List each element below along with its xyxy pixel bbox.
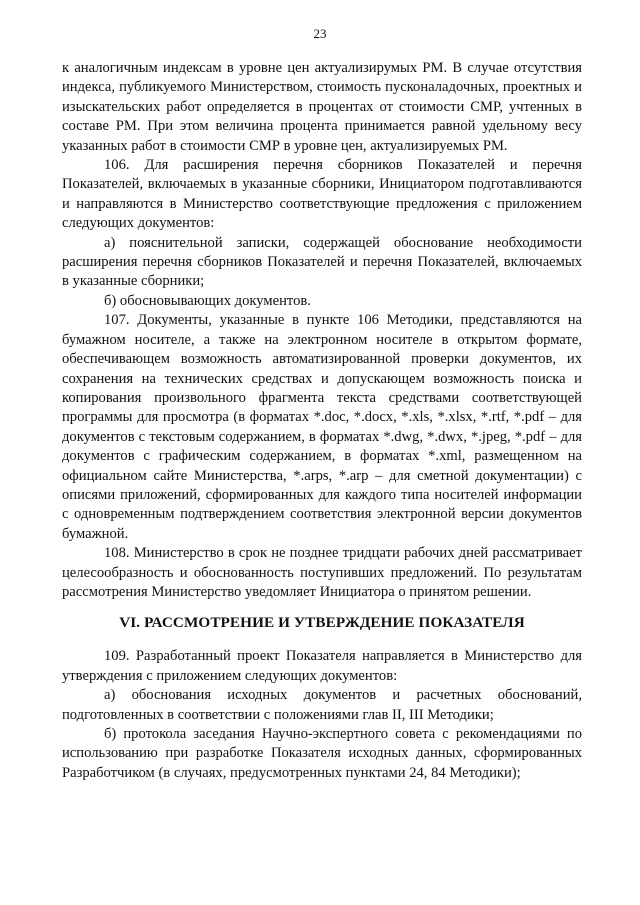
paragraph-108: 108. Министерство в срок не позднее тридцати рабочих дней рассматривает целесообразность и обоснованность поступивших предложений. По результатам рассмотрения Министерство уведомляет Инициатора о принятом решении. xyxy=(62,545,582,600)
document-body xyxy=(62,59,582,783)
paragraph-106-a: а) пояснительной записки, содержащей обоснование необходимости расширения перечня сборников Показателей и перечня Показателей, включаемых в указанные сборники; xyxy=(62,234,582,290)
page-number: 23 xyxy=(313,26,327,41)
paragraph-109: 109. Разработанный проект Показателя направляется в Министерство для утверждения с приложением следующих документов: xyxy=(62,648,582,684)
paragraph-107: 107. Документы, указанные в пункте 106 Методики, представляются на бумажном носителе, а также на электронном носителе в открытом формате, обеспечивающем возможность автоматизированной проверки документов, их сохранения на технических средствах и допускающем возможность поиска и копирования произвольного фрагмента текста средствами соответствующей программы для просмотра (в форматах *.doc, *.docx, *.xls, *.xlsx, *.rtf, *.pdf – для документов с текстовым содержанием, в форматах *.dwg, *.dwx, *.jpeg, *.pdf – для документов с графическим содержанием, в форматах *.xml, размещенном на официальном сайте Министерства, *.arps, *.arp – для сметной документации) с описями приложений, сформированных для каждого типа носителей информации с одновременным подтверждением соответствия электронной версии документов бумажной. xyxy=(62,312,582,542)
paragraph-106: 106. Для расширения перечня сборников Показателей и перечня Показателей, включаемых в указанные сборники, Инициатором подготавливаются и направляются в Министерство соответствующие предложения с приложением следующих документов: xyxy=(62,157,582,232)
section-heading: VI. РАССМОТРЕНИЕ И УТВЕРЖДЕНИЕ ПОКАЗАТЕЛЯ xyxy=(119,614,525,632)
paragraph-109-b: б) протокола заседания Научно-экспертного совета с рекомендациями по использованию при разработке Показателя исходных данных, сформированных Разработчиком (в случаях, предусмотренных пунктами 24, 84 Методики); xyxy=(62,726,582,781)
paragraph-109-a: а) обоснования исходных документов и расчетных обоснований, подготовленных в соответствии с положениями глав II, III Методики; xyxy=(62,687,582,723)
paragraph-106-b: б) обосновывающих документов. xyxy=(104,292,311,309)
paragraph-continuation: к аналогичным индексам в уровне цен актуализирумых РМ. В случае отсутствия индекса, публикуемого Министерством, стоимость пусконаладочных, проектных и изыскательских работ определяется в процентах от стоимости СМР, учтенных в составе РМ. При этом величина процента принимается равной удельному весу указанных работ в стоимости СМР в уровне цен, актуализируемых РМ. xyxy=(62,60,582,154)
